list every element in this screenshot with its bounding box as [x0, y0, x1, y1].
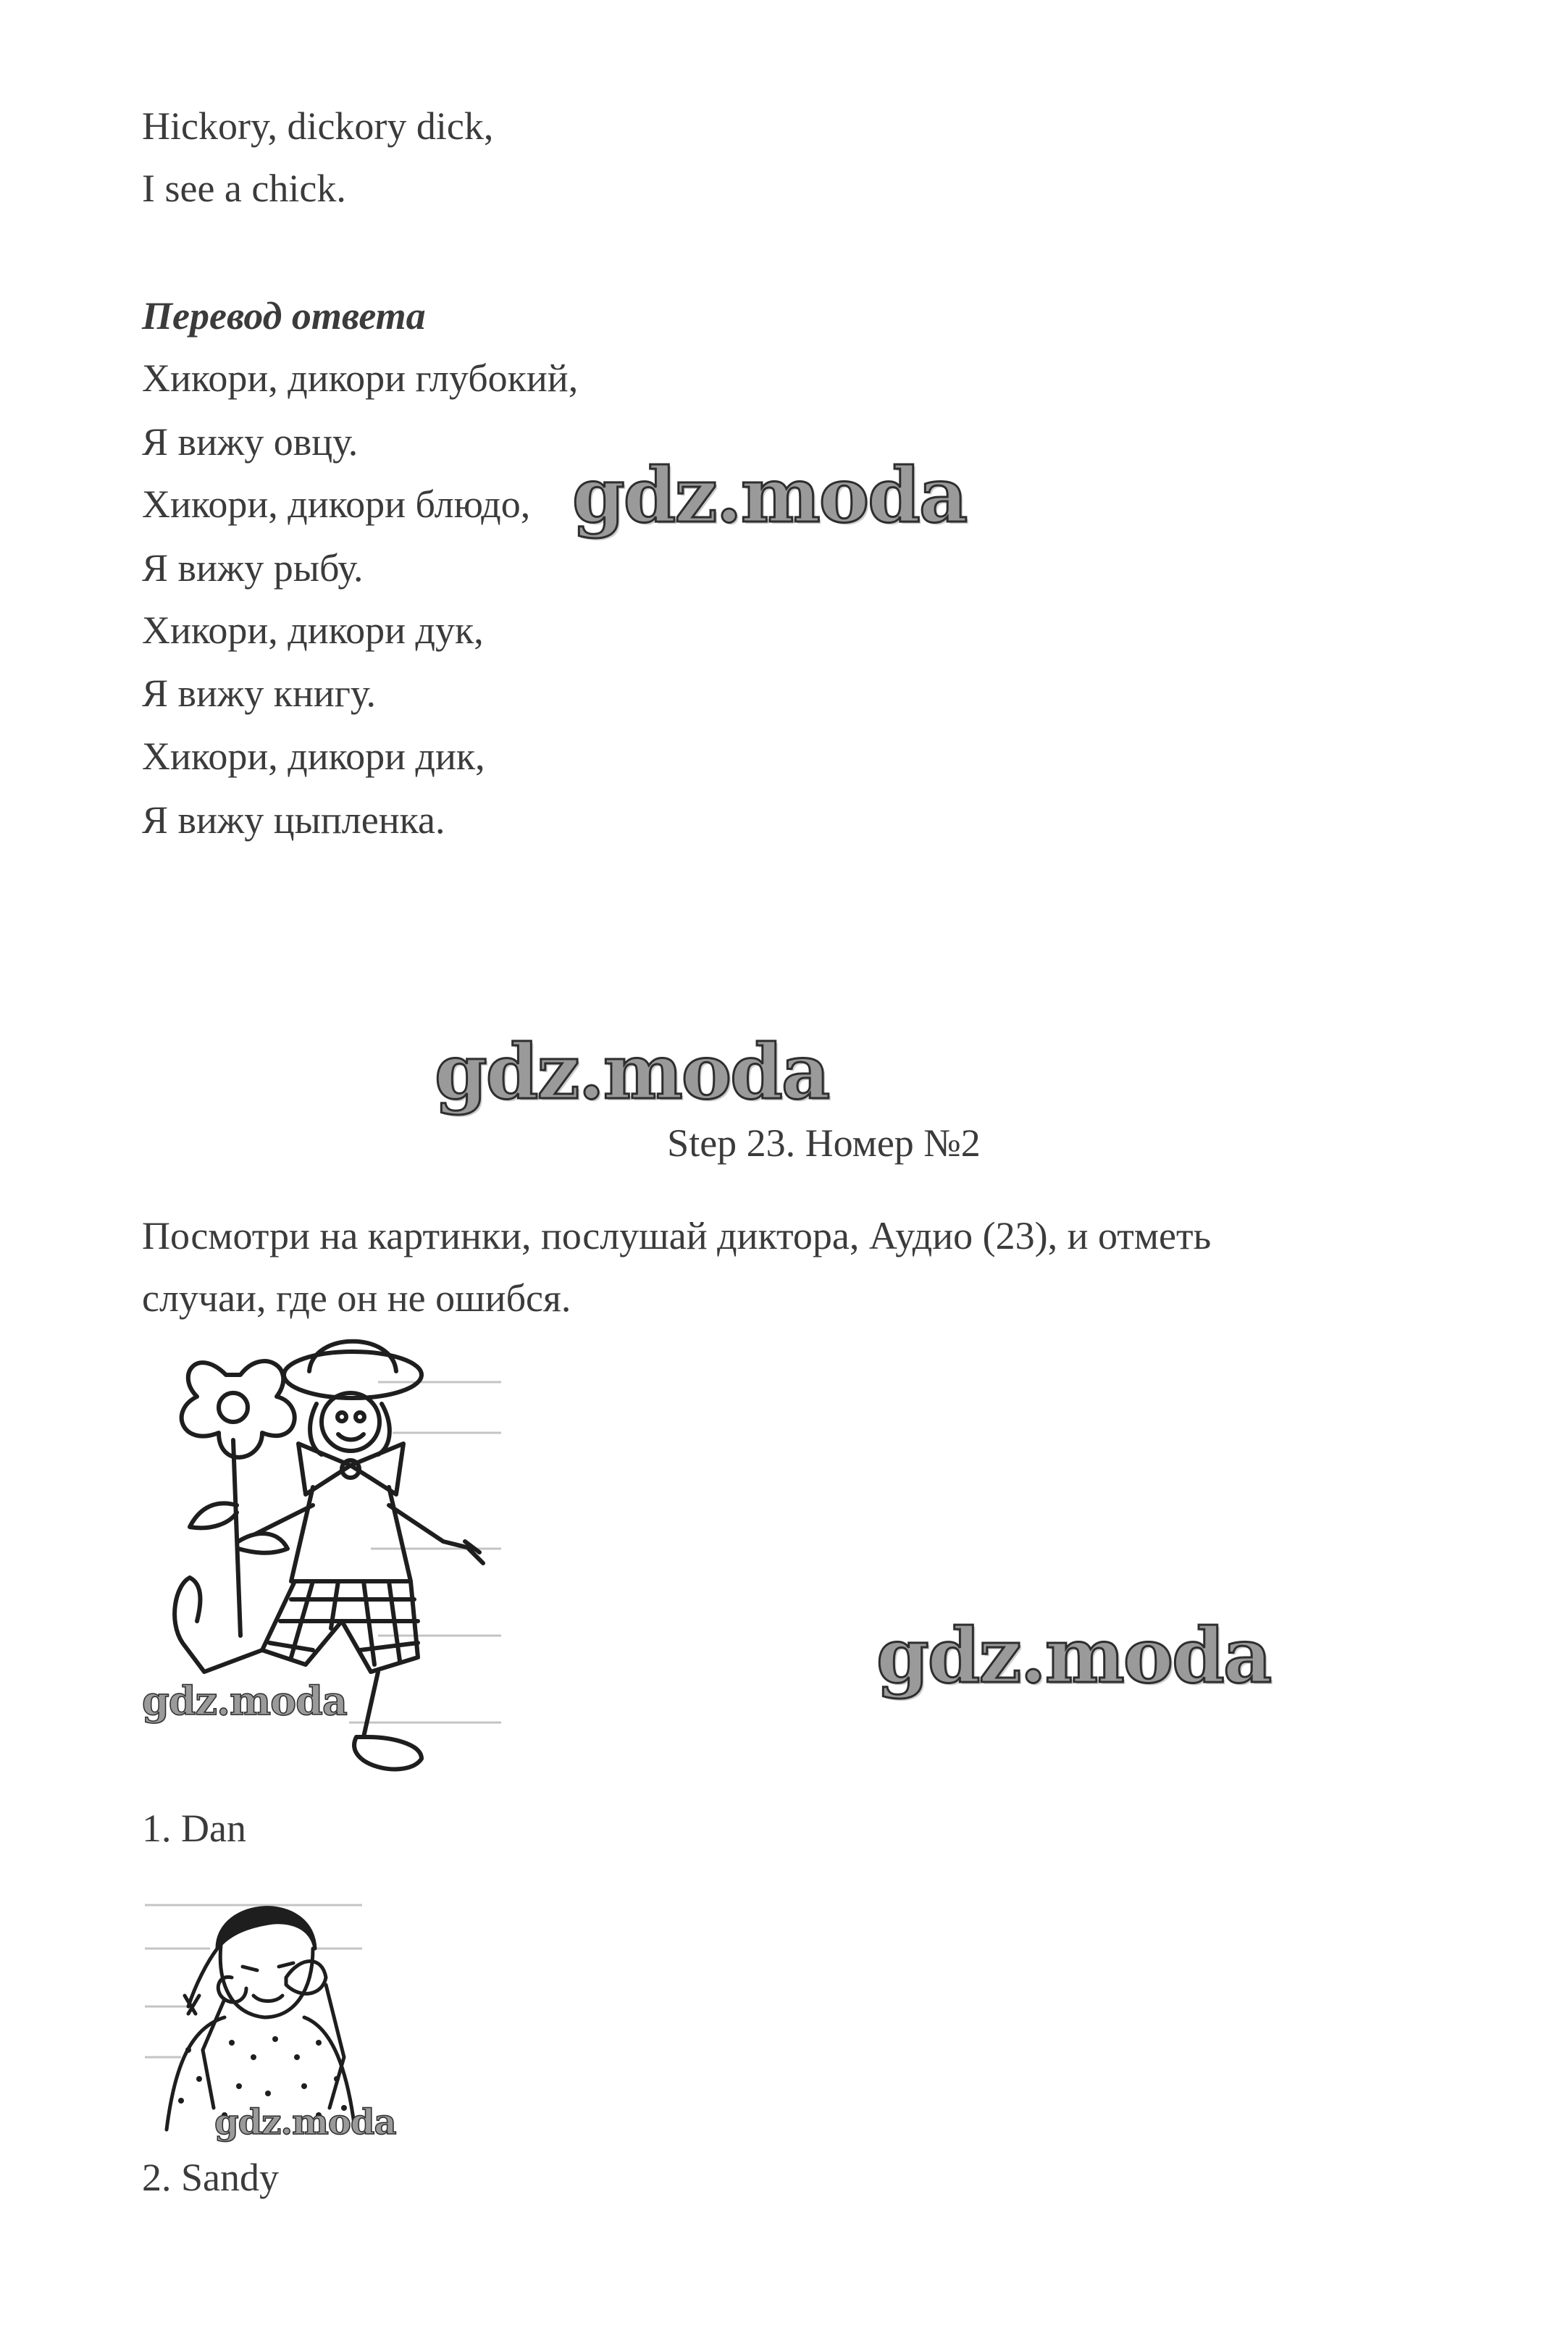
watermark-2: gdz.moda — [435, 1027, 829, 1116]
watermark-1: gdz.moda — [572, 451, 967, 540]
instruction-line-1: Посмотри на картинки, послушай диктора, Аудио (23), и отметь — [142, 1214, 1212, 1257]
watermark-3: gdz.moda — [876, 1611, 1271, 1700]
translation-line-4: Я вижу рыбу. — [142, 546, 364, 590]
poem-line-1: Hickory, dickory dick, — [142, 104, 494, 148]
watermark-sandy: gdz.moda — [214, 2102, 396, 2143]
section-title: Step 23. Номер №2 — [667, 1121, 981, 1165]
translation-line-1: Хикори, дикори глубокий, — [142, 356, 579, 400]
caption-dan: 1. Dan — [142, 1807, 246, 1850]
translation-line-7: Хикори, дикори дик, — [142, 735, 485, 778]
instruction-line-2: случаи, где он не ошибся. — [142, 1276, 571, 1320]
watermark-dan: gdz.moda — [142, 1678, 347, 1724]
translation-line-2: Я вижу овцу. — [142, 420, 359, 464]
translation-line-6: Я вижу книгу. — [142, 671, 376, 715]
translation-line-3: Хикори, дикори блюдо, — [142, 482, 531, 526]
translation-line-5: Хикори, дикори дук, — [142, 608, 484, 652]
translation-line-8: Я вижу цыпленка. — [142, 798, 445, 842]
caption-sandy: 2. Sandy — [142, 2156, 279, 2199]
poem-line-2: I see a chick. — [142, 167, 346, 210]
translation-heading: Перевод ответа — [142, 294, 426, 338]
